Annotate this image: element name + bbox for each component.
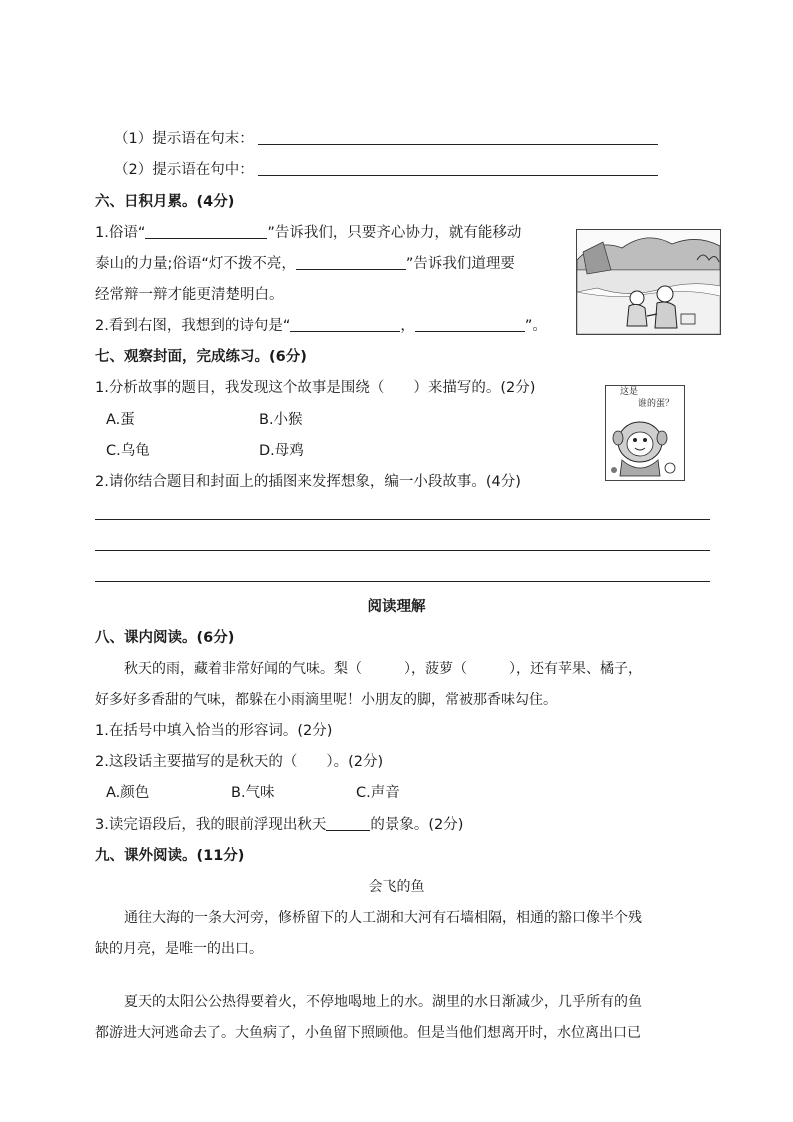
answer-blank[interactable] bbox=[145, 224, 267, 239]
s7-option-d[interactable]: D.母鸡 bbox=[259, 443, 304, 459]
answer-blank[interactable] bbox=[296, 255, 406, 270]
s8-option-b[interactable]: B.气味 bbox=[231, 785, 275, 801]
s8-passage-line2: 好多好多香甜的气味，都躲在小雨滴里呢！小朋友的脚，常被那香味勾住。 bbox=[95, 692, 557, 708]
s8-q1: 1.在括号中填入恰当的形容词。(2分) bbox=[95, 723, 333, 739]
cover-title-line2: 谁的蛋？ bbox=[638, 399, 675, 409]
s7-option-a[interactable]: A.蛋 bbox=[106, 412, 135, 428]
answer-blank[interactable] bbox=[415, 317, 525, 332]
book-cover-illustration bbox=[605, 385, 685, 481]
answer-blank[interactable] bbox=[258, 161, 658, 176]
s7-q1: 1.分析故事的题目，我发现这个故事是围绕（ ）来描写的。(2分) bbox=[95, 380, 536, 396]
q5-item2: （2）提示语在句中： bbox=[114, 160, 658, 180]
section6-heading: 六、日积月累。(4分) bbox=[95, 194, 235, 210]
s8-q3: 3.读完语段后，我的眼前浮现出秋天 的景象。(2分) bbox=[95, 817, 464, 833]
cover-title-line1: 这是 bbox=[620, 387, 639, 397]
s8-q2: 2.这段话主要描写的是秋天的（ ）。(2分) bbox=[95, 754, 384, 770]
s8-passage-line1: 秋天的雨，藏着非常好闻的气味。梨（ ），菠萝（ ），还有苹果、橘子， bbox=[124, 661, 642, 677]
q5-item1: （1）提示语在句末： bbox=[114, 129, 658, 149]
s6-q1-line2: 泰山的力量;俗语“灯不拨不亮， ”告诉我们道理要 bbox=[95, 256, 515, 272]
s9-p1-line1: 通往大海的一条大河旁，修桥留下的人工湖和大河有石墙相隔，相通的豁口像半个残 bbox=[124, 910, 642, 926]
s8-option-a[interactable]: A.颜色 bbox=[106, 785, 150, 801]
writing-line[interactable] bbox=[95, 550, 710, 551]
writing-line[interactable] bbox=[95, 581, 710, 582]
s9-p1-line2: 缺的月亮，是唯一的出口。 bbox=[95, 941, 263, 957]
s9-p2-line1: 夏天的太阳公公热得要着火，不停地喝地上的水。湖里的水日渐减少，几乎所有的鱼 bbox=[124, 994, 642, 1010]
s7-option-b[interactable]: B.小猴 bbox=[259, 412, 303, 428]
answer-blank[interactable] bbox=[290, 317, 400, 332]
s9-p2-line2: 都游进大河逃命去了。大鱼病了，小鱼留下照顾他。但是当他们想离开时，水位离出口已 bbox=[95, 1025, 641, 1041]
s6-q1-line1: 1.俗语“ ”告诉我们，只要齐心协力，就有能移动 bbox=[95, 225, 522, 241]
answer-blank[interactable] bbox=[326, 816, 370, 831]
section8-heading: 八、课内阅读。(6分) bbox=[95, 630, 235, 646]
story-title: 会飞的鱼 bbox=[368, 879, 425, 895]
s7-q2: 2.请你结合题目和封面上的插图来发挥想象，编一小段故事。(4分) bbox=[95, 474, 521, 490]
reading-section-title: 阅读理解 bbox=[367, 599, 426, 615]
writing-line[interactable] bbox=[95, 519, 710, 520]
s6-q2: 2.看到右图，我想到的诗句是“ ， ”。 bbox=[95, 318, 547, 334]
foolish-old-man-illustration bbox=[576, 229, 721, 335]
s6-q1-line3: 经常辩一辩才能更清楚明白。 bbox=[95, 287, 284, 303]
s8-option-c[interactable]: C.声音 bbox=[356, 785, 400, 801]
section7-heading: 七、观察封面，完成练习。(6分) bbox=[95, 349, 307, 365]
section9-heading: 九、课外阅读。(11分) bbox=[95, 848, 245, 864]
s7-option-c[interactable]: C.乌龟 bbox=[106, 443, 150, 459]
answer-blank[interactable] bbox=[258, 130, 658, 145]
